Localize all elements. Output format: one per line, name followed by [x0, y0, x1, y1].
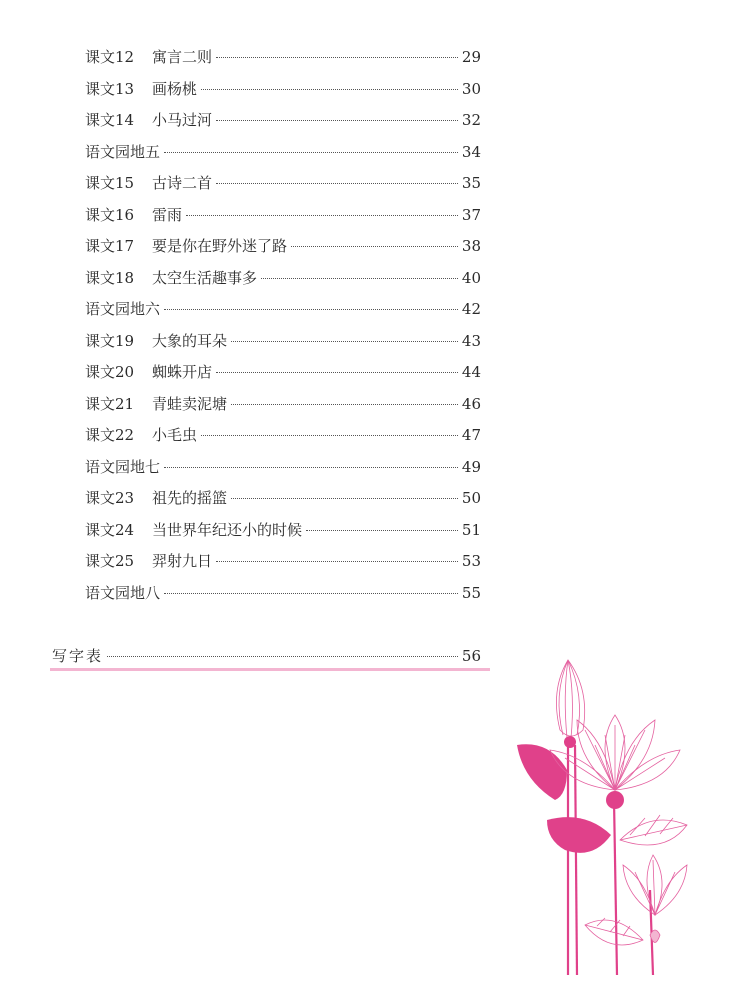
- toc-entry[interactable]: [85, 546, 481, 578]
- lesson-number: 课文12: [85, 48, 135, 66]
- page-number: 30: [461, 79, 481, 98]
- dot-leader: [216, 372, 458, 373]
- toc-entry[interactable]: [85, 357, 481, 389]
- lesson-number: 课文15: [85, 174, 135, 192]
- toc-entry[interactable]: [85, 452, 481, 484]
- dot-leader: [216, 120, 458, 121]
- toc-entry[interactable]: [85, 578, 481, 610]
- entry-title: 语文园地八: [85, 583, 161, 602]
- dot-leader: [201, 435, 458, 436]
- toc-entry[interactable]: [85, 74, 481, 106]
- lesson-number: 课文18: [85, 268, 135, 287]
- lesson-number: 课文24: [85, 520, 135, 539]
- page-number: 29: [461, 48, 481, 66]
- toc-entry[interactable]: [85, 294, 481, 326]
- entry-title: 画杨桃: [152, 79, 198, 98]
- entry-title: 要是你在野外迷了路: [152, 237, 288, 255]
- page-number: 47: [461, 426, 481, 444]
- entry-title: 寓言二则: [152, 48, 213, 66]
- lesson-number: 课文22: [85, 426, 135, 444]
- page-number: 42: [461, 300, 481, 318]
- page-number: 37: [461, 205, 481, 224]
- appendix-entry[interactable]: [52, 641, 481, 671]
- dot-leader: [216, 183, 458, 184]
- page-number: 35: [461, 174, 481, 192]
- entry-title: 太空生活趣事多: [152, 268, 258, 287]
- dot-leader: [216, 57, 458, 58]
- entry-title: 雷雨: [152, 205, 183, 224]
- lesson-number: 课文21: [85, 394, 135, 413]
- toc-entry[interactable]: [85, 483, 481, 515]
- page-number: 51: [461, 520, 481, 539]
- lesson-number: 课文14: [85, 111, 135, 129]
- dot-leader: [164, 309, 458, 310]
- toc-entry[interactable]: [85, 137, 481, 169]
- solid-leaves-icon: [517, 744, 611, 853]
- toc-entry[interactable]: [85, 200, 481, 232]
- entry-title: 祖先的摇篮: [152, 489, 228, 507]
- entry-title: 古诗二首: [152, 174, 213, 192]
- lotus-illustration-icon: [505, 650, 745, 990]
- entry-title: 当世界年纪还小的时候: [152, 520, 303, 539]
- lesson-number: 课文19: [85, 331, 135, 350]
- lesson-number: 课文17: [85, 237, 135, 255]
- dot-leader: [164, 152, 458, 153]
- lesson-number: 课文16: [85, 205, 135, 224]
- pink-divider: [50, 668, 490, 671]
- entry-title: 蜘蛛开店: [152, 363, 213, 381]
- dot-leader: [231, 404, 458, 405]
- toc-entry[interactable]: [85, 326, 481, 358]
- entry-title: 语文园地七: [85, 457, 161, 476]
- toc-entry[interactable]: [85, 389, 481, 421]
- dot-leader: [231, 498, 458, 499]
- entry-title: 小毛虫: [152, 426, 198, 444]
- lesson-number: 课文20: [85, 363, 135, 381]
- page-number: 44: [461, 363, 481, 381]
- toc-entry[interactable]: [85, 231, 481, 263]
- table-of-contents: [85, 42, 481, 609]
- dot-leader: [164, 593, 458, 594]
- page-number: 49: [461, 457, 481, 476]
- small-lotus-icon: [623, 855, 687, 943]
- page-number: 46: [461, 394, 481, 413]
- dot-leader: [291, 246, 458, 247]
- toc-entry[interactable]: [85, 420, 481, 452]
- page-number: 53: [461, 552, 481, 570]
- page-number: 34: [461, 142, 481, 161]
- toc-entry[interactable]: [85, 168, 481, 200]
- dot-leader: [107, 656, 458, 657]
- dot-leader: [186, 215, 458, 216]
- toc-entry[interactable]: [85, 105, 481, 137]
- page-number: 56: [461, 647, 481, 665]
- entry-title: 语文园地六: [85, 300, 161, 318]
- appendix-title: 写字表: [52, 647, 104, 665]
- entry-title: 青蛙卖泥塘: [152, 394, 228, 413]
- dot-leader: [231, 341, 458, 342]
- lesson-number: 课文23: [85, 489, 135, 507]
- lotus-flower-icon: [550, 715, 680, 809]
- dot-leader: [261, 278, 458, 279]
- dot-leader: [164, 467, 458, 468]
- page-number: 40: [461, 268, 481, 287]
- entry-title: 大象的耳朵: [152, 331, 228, 350]
- entry-title: 羿射九日: [152, 552, 213, 570]
- top-bud-icon: [556, 660, 584, 748]
- dot-leader: [216, 561, 458, 562]
- page-number: 50: [461, 489, 481, 507]
- toc-entry[interactable]: [85, 42, 481, 74]
- page-number: 43: [461, 331, 481, 350]
- toc-entry[interactable]: [85, 263, 481, 295]
- page-number: 55: [461, 583, 481, 602]
- page-number: 38: [461, 237, 481, 255]
- lesson-number: 课文25: [85, 552, 135, 570]
- dot-leader: [306, 530, 458, 531]
- entry-title: 小马过河: [152, 111, 213, 129]
- entry-title: 语文园地五: [85, 142, 161, 161]
- page-number: 32: [461, 111, 481, 129]
- lesson-number: 课文13: [85, 79, 135, 98]
- dot-leader: [201, 89, 458, 90]
- toc-entry[interactable]: [85, 515, 481, 547]
